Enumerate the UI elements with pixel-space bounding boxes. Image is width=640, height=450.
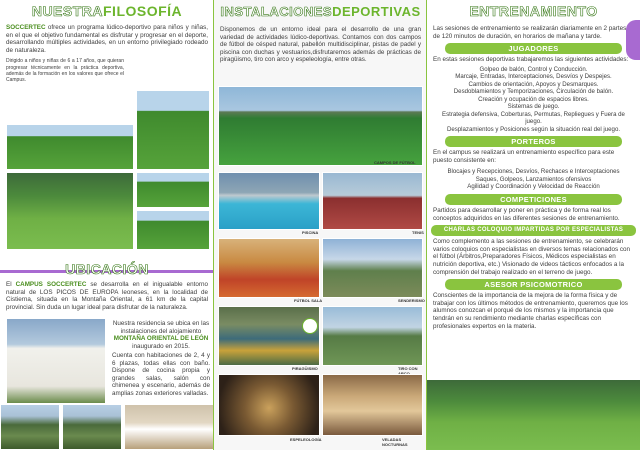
list-item: Sistemas de juego. (507, 103, 560, 111)
ubicacion-lead: El (6, 281, 16, 288)
list-item: Desplazamientos y Posiciones según la situación real del juego. (446, 125, 621, 133)
photo-piraguismo (218, 306, 320, 366)
section-title-ubicacion (0, 258, 214, 280)
caption-tiro: TIRO CON (398, 366, 418, 371)
subhead-porteros: PORTEROS (445, 136, 622, 147)
list-item: Saques, Golpeos, Lanzamientos ofensivos (475, 175, 592, 183)
subhead-charlas: CHARLAS COLOQUIO IMPARTIDAS POR ESPECIALISTAS (431, 225, 636, 236)
campus-logo (302, 318, 318, 334)
photo-town-view-2 (62, 404, 122, 450)
intro-text: ofrece un programa lúdico-deportivo para niños y niñas, en el que el objetivo fundamental es disfrutar y progresar en el deporte, desarrollando múltiples actividades, en un entorno privilegiado rodeado de naturaleza. (6, 24, 208, 54)
list-item: Creación y ocupación de espacios libres. (478, 95, 589, 103)
list-item: Estrategia defensiva, Coberturas, Permutas, Repliegues y Fuera de juego. (442, 110, 625, 126)
instalaciones-paragraph: Disponemos de un entorno ideal para el desarrollo de una gran variedad de actividades lúdico-deportivas. Contamos con dos campos de fútbol de césped natural, pabellón multidisciplinar, pistas de padel y piscina con duchas y vestuarios,disfrutaremos además de prácticas de piragüismo, tiro con arco y espeleología, entre otras. (220, 26, 421, 64)
porteros-intro: En el campus se realizará un entrenamiento específico para este puesto consistente en: (433, 149, 615, 164)
residencia-block (108, 320, 214, 350)
section-title-filosofia (0, 0, 214, 22)
caption-espeleologia: ESPELEOLOGÍA (290, 437, 322, 442)
photo-piscina (218, 172, 320, 230)
photo-football-training (427, 380, 640, 450)
photo-kids-stretching (6, 172, 134, 250)
list-item: Golpeo de balón, Control y Conducción. (479, 65, 588, 73)
ubicacion-text-body: se desarrolla en el inigualable entorno natural de LOS PICOS DE EUROPA leoneses, en la localidad de Cistierna, situada en la Montaña Oriental, a 61 km de la capital provincial. Sin duda un lugar ideal para disfrutar de la naturaleza. (6, 281, 208, 311)
caption-futbol-sala: FÚTBOL SALA (294, 298, 323, 303)
title-part-b: FILOSOFÍA (103, 3, 183, 19)
photo-tenis (322, 172, 423, 230)
psicomotrico-text: Conscientes de la importancia de la mejora de la forma física y de trabajar con los últimos métodos de entrenamiento, queremos que los alumnos conozcan el porqué de los mismos y la importancia que tendrán en su rendimiento mediante charlas específicas con profesionales expertos en la materia. (433, 292, 628, 330)
intro-paragraph (0, 24, 214, 54)
residencia-name: MONTAÑA ORIENTAL DE LEÓN (113, 335, 209, 343)
caption-piraguismo: PIRAGÜISMO (292, 366, 318, 371)
decor-purple-corner (626, 20, 640, 60)
list-item: Cambios de orientación, Apoyos y Desmarques. (468, 80, 599, 88)
photo-futbol-sala (218, 238, 320, 298)
subhead-competiciones: COMPETICIONES (445, 194, 622, 205)
list-item: Blocajes y Recepciones, Desvíos, Rechaces e Interceptaciones (447, 168, 620, 176)
jugadores-intro: En estas sesiones deportivas trabajaremos las siguientes actividades: (433, 56, 629, 64)
photo-dining (124, 404, 214, 450)
entrenamiento-intro: Las sesiones de entrenamiento se realizarán diariamente en 2 partes de 120 minutos de duración, en horarios de mañana y tarde. (433, 25, 627, 40)
column-entrenamiento (427, 0, 640, 450)
caption-senderismo: SENDERISMO (398, 298, 425, 303)
ubicacion-text: UBICACIÓN (65, 261, 149, 277)
title-text: ENTRENAMIENTO (469, 3, 598, 19)
section-title-instalaciones (214, 0, 427, 22)
photo-veladas (322, 374, 423, 436)
photo-kids-match (136, 210, 210, 250)
photo-tiro-arco (322, 306, 423, 366)
subhead-psicomotrico: ASESOR PSICOMOTRICO (445, 279, 622, 290)
section-title-entrenamiento (427, 0, 640, 22)
residencia-text-a: Nuestra residencia se ubica en las instalaciones del alojamiento (112, 320, 210, 335)
caption-veladas: VELADAS NOCTURNAS (382, 437, 408, 447)
photo-senderismo (322, 238, 423, 298)
brand-campus: CAMPUS SOCCERTEC (15, 281, 87, 288)
brand-soccertec: SOCCERTEC (6, 24, 46, 31)
title-part-a: NUESTRA (31, 3, 103, 19)
column-instalaciones (214, 0, 427, 450)
porteros-list (427, 168, 640, 191)
column-filosofia (0, 0, 214, 450)
photo-town-view (0, 404, 60, 450)
subhead-jugadores: JUGADORES (445, 43, 622, 54)
photo-espeleologia (218, 374, 320, 436)
photo-kids-line (136, 172, 210, 208)
photo-residence (6, 318, 106, 404)
ubicacion-paragraph (0, 281, 214, 311)
list-item: Desdoblamientos y Temporizaciones, Circulación de balón. (453, 88, 614, 96)
habitaciones-paragraph: Cuenta con habitaciones de 2, 4 y 6 plazas, todas ellas con baño. Dispone de cocina propia y grandes salas, salón con chimenea y escenario, además de amplias zonas exteriores valladas. (112, 352, 210, 397)
residencia-text-b: inaugurado en 2015. (132, 342, 190, 350)
charlas-text: Como complemento a las sesiones de entrenamiento, se celebrarán varios coloquios con especialistas en diversos temas relacionados con el fútbol (Árbitros,Preparadores Físicos, Médicos especialistas en nutrición deportiva, etc.) Visionado de videos tácticos enfocados a la comprensión del trabajo realizado en el terreno de juego. (433, 238, 631, 276)
photo-training-group (136, 90, 210, 170)
title-part-a: INSTALACIONES (220, 3, 333, 19)
photo-campos-futbol (218, 86, 423, 166)
caption-campos: CAMPOS DE FÚTBOL (374, 160, 416, 165)
title-part-b: DEPORTIVAS (332, 3, 421, 19)
caption-piscina: PISCINA (302, 230, 319, 235)
jugadores-list (427, 66, 640, 134)
photo-kids-ball (6, 124, 134, 170)
list-item: Agilidad y Coordinación y Velocidad de Reacción (467, 183, 600, 191)
competiciones-text: Partidos para desarrollar y poner en práctica y de forma real los conceptos adquiridos en las diferentes sesiones de entrenamiento. (433, 206, 620, 222)
list-item: Marcaje, Entradas, Interceptaciones, Desvíos y Despejes. (455, 73, 612, 81)
target-paragraph: Dirigido a niños y niñas de 6 a 17 años, que quieran progresar técnicamente en la práctica deportiva, además de la formación en los valores que ofrece el Campus. (6, 58, 124, 83)
caption-tenis: TENIS (412, 230, 424, 235)
